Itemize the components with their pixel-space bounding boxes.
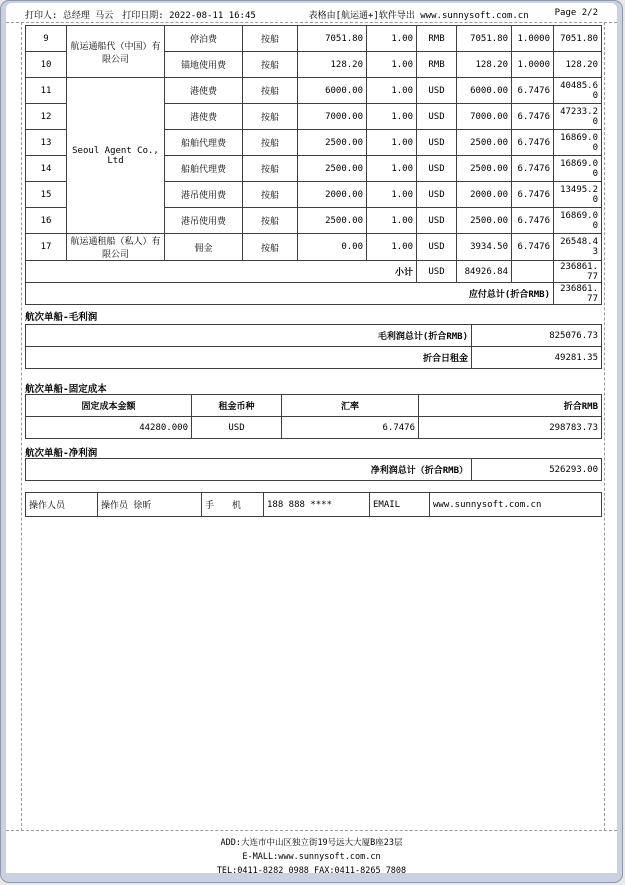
cell-currency: RMB: [417, 26, 457, 52]
cell-method: 按船: [243, 156, 298, 182]
fixed-cost-amount: 44280.000: [26, 417, 192, 439]
phone-label: 手 机: [202, 493, 264, 517]
cell-company: Seoul Agent Co.,Ltd: [67, 78, 165, 234]
cell-currency: USD: [417, 78, 457, 104]
cell-price: 128.20: [298, 52, 367, 78]
cell-amount: 2500.00: [457, 208, 512, 234]
phone-value: 188 888 ****: [264, 493, 370, 517]
cell-method: 按船: [243, 182, 298, 208]
net-profit-value: 526293.00: [472, 459, 602, 481]
gross-profit-total-label: 毛利润总计(折合RMB): [26, 325, 472, 347]
cell-company: 航运通船代（中国）有限公司: [67, 26, 165, 78]
cell-qty: 1.00: [367, 182, 417, 208]
print-header: [25, 8, 598, 21]
cell-row-no: 13: [26, 130, 67, 156]
cell-qty: 1.00: [367, 130, 417, 156]
cell-rmb: 40485.60: [554, 78, 602, 104]
cell-price: 7051.80: [298, 26, 367, 52]
cell-rmb: 128.20: [554, 52, 602, 78]
exchange-rate: 6.7476: [282, 417, 419, 439]
cell-method: 按船: [243, 26, 298, 52]
printer-info: 打印人: 总经理 马云 打印日期: 2022-08-11 16:45: [25, 11, 256, 21]
net-profit-table: [25, 458, 602, 481]
cell-fee-name: 船舶代理费: [165, 130, 243, 156]
fee-row: [26, 78, 602, 104]
cell-rate: 6.7476: [512, 234, 554, 261]
fixed-cost-header-row: [26, 395, 602, 417]
cell-method: 按船: [243, 104, 298, 130]
cell-amount: 2500.00: [457, 156, 512, 182]
cell-amount: 7051.80: [457, 26, 512, 52]
cell-amount: 3934.50: [457, 234, 512, 261]
email-value: www.sunnysoft.com.cn: [430, 493, 602, 517]
cell-amount: 6000.00: [457, 78, 512, 104]
footer-tel-fax: TEL:0411-8282 0988 FAX:0411-8265 7808: [216, 866, 407, 876]
cell-rmb: 16869.00: [554, 156, 602, 182]
fixed-cost-value-row: [26, 417, 602, 439]
cell-rmb: 13495.20: [554, 182, 602, 208]
cell-row-no: 16: [26, 208, 67, 234]
cell-qty: 1.00: [367, 156, 417, 182]
cell-row-no: 12: [26, 104, 67, 130]
cell-currency: USD: [417, 182, 457, 208]
cell-method: 按船: [243, 130, 298, 156]
cell-price: 2000.00: [298, 182, 367, 208]
cell-row-no: 17: [26, 234, 67, 261]
cell-row-no: 14: [26, 156, 67, 182]
cell-currency: USD: [417, 130, 457, 156]
cell-amount: 128.20: [457, 52, 512, 78]
page-number: Page 2/2: [554, 8, 598, 18]
fee-row: [26, 26, 602, 52]
report-page: [6, 3, 617, 876]
gross-profit-total-value: 825076.73: [472, 325, 602, 347]
footer-address: ADD:大连市中山区独立街19号远大大厦B座23层: [220, 838, 403, 848]
section-title-net-profit: 航次单船-净利润: [25, 448, 98, 459]
daily-rent-value: 49281.35: [472, 347, 602, 369]
cell-rate: 6.7476: [512, 156, 554, 182]
margin-line-bottom: [6, 830, 617, 831]
subtotal-row: [26, 261, 602, 283]
export-info: 表格由[航运通+]软件导出 www.sunnysoft.com.cn: [308, 11, 529, 21]
cell-fee-name: 港使费: [165, 104, 243, 130]
cell-row-no: 9: [26, 26, 67, 52]
cell-rate: 1.0000: [512, 52, 554, 78]
cell-amount: 2500.00: [457, 130, 512, 156]
cell-fee-name: 船舶代理费: [165, 156, 243, 182]
footer-email: E-MALL:www.sunnysoft.com.cn: [242, 852, 381, 862]
subtotal-currency: USD: [417, 261, 457, 283]
gross-profit-table: [25, 324, 602, 369]
cell-rmb: 7051.80: [554, 26, 602, 52]
margin-line-top: [6, 22, 617, 23]
subtotal-amount: 84926.84: [457, 261, 512, 283]
subtotal-rmb: 236861.77: [554, 261, 602, 283]
cell-qty: 1.00: [367, 78, 417, 104]
cell-method: 按船: [243, 208, 298, 234]
total-value: 236861.77: [554, 283, 602, 305]
section-title-gross-profit: 航次单船-毛利润: [25, 312, 98, 323]
cell-currency: USD: [417, 208, 457, 234]
gross-profit-row: [26, 325, 602, 347]
cell-rate: 6.7476: [512, 208, 554, 234]
cell-price: 2500.00: [298, 130, 367, 156]
cell-method: 按船: [243, 78, 298, 104]
header-exchange-rate: 汇率: [282, 395, 419, 417]
header-rmb-equivalent: 折合RMB: [419, 395, 602, 417]
net-profit-label: 净利润总计（折合RMB）: [26, 459, 472, 481]
operator-name: 操作员 徐昕: [98, 493, 202, 517]
cell-price: 2500.00: [298, 208, 367, 234]
cell-rate: 6.7476: [512, 104, 554, 130]
cell-rmb: 16869.00: [554, 208, 602, 234]
cell-qty: 1.00: [367, 208, 417, 234]
cell-row-no: 11: [26, 78, 67, 104]
subtotal-rate-empty: [512, 261, 554, 283]
cell-rate: 6.7476: [512, 130, 554, 156]
cell-qty: 1.00: [367, 104, 417, 130]
cell-qty: 1.00: [367, 52, 417, 78]
total-label: 应付总计(折合RMB): [26, 283, 554, 305]
cell-fee-name: 停泊费: [165, 26, 243, 52]
cell-row-no: 15: [26, 182, 67, 208]
cell-price: 2500.00: [298, 156, 367, 182]
cell-fee-name: 港吊使用费: [165, 182, 243, 208]
cell-row-no: 10: [26, 52, 67, 78]
total-row: [26, 283, 602, 305]
cell-qty: 1.00: [367, 234, 417, 261]
cell-price: 6000.00: [298, 78, 367, 104]
cell-fee-name: 佣金: [165, 234, 243, 261]
daily-rent-row: [26, 347, 602, 369]
cell-method: 按船: [243, 234, 298, 261]
fee-table: [25, 25, 602, 305]
subtotal-label: 小计: [26, 261, 417, 283]
cell-currency: USD: [417, 104, 457, 130]
cell-fee-name: 港使费: [165, 78, 243, 104]
cell-amount: 2000.00: [457, 182, 512, 208]
margin-line-left: [21, 22, 22, 831]
operator-table: [25, 492, 602, 517]
daily-rent-label: 折合日租金: [26, 347, 472, 369]
cell-amount: 7000.00: [457, 104, 512, 130]
cell-method: 按船: [243, 52, 298, 78]
cell-fee-name: 港吊使用费: [165, 208, 243, 234]
cell-rate: 6.7476: [512, 78, 554, 104]
page-footer: [6, 836, 617, 878]
cell-rmb: 47233.20: [554, 104, 602, 130]
cell-company: 航运通租船（私人）有限公司: [67, 234, 165, 261]
cell-currency: USD: [417, 234, 457, 261]
cell-fee-name: 锚地使用费: [165, 52, 243, 78]
rent-currency: USD: [192, 417, 282, 439]
operator-label: 操作人员: [26, 493, 98, 517]
header-fixed-cost-amount: 固定成本金额: [26, 395, 192, 417]
section-title-fixed-cost: 航次单船-固定成本: [25, 384, 107, 395]
cell-rmb: 16869.00: [554, 130, 602, 156]
cell-rate: 6.7476: [512, 182, 554, 208]
net-profit-row: [26, 459, 602, 481]
cell-currency: USD: [417, 156, 457, 182]
cell-currency: RMB: [417, 52, 457, 78]
fixed-cost-table: [25, 394, 602, 439]
operator-row: [26, 493, 602, 517]
margin-line-right: [604, 22, 605, 831]
cell-price: 7000.00: [298, 104, 367, 130]
rmb-equivalent: 298783.73: [419, 417, 602, 439]
fee-row: [26, 234, 602, 261]
header-rent-currency: 租金币种: [192, 395, 282, 417]
cell-rate: 1.0000: [512, 26, 554, 52]
cell-qty: 1.00: [367, 26, 417, 52]
cell-price: 0.00: [298, 234, 367, 261]
cell-rmb: 26548.43: [554, 234, 602, 261]
email-label: EMAIL: [370, 493, 430, 517]
